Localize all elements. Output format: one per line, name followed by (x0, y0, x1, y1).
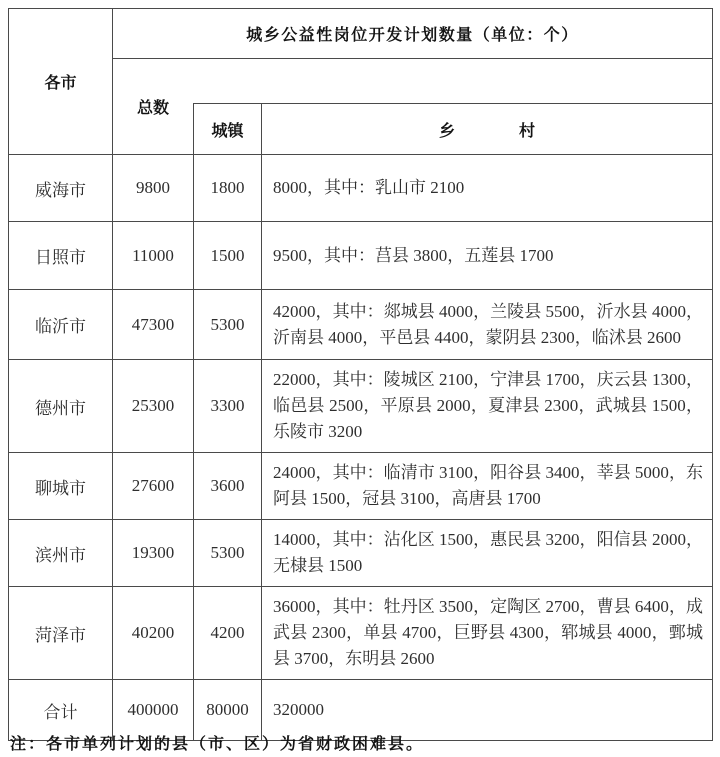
total-cell: 40200 (113, 587, 194, 680)
footnote: 注：各市单列计划的县（市、区）为省财政困难县。 (10, 736, 425, 753)
header-total: 总数 (113, 59, 194, 155)
header-city: 各市 (9, 9, 113, 155)
header-urban: 城镇 (194, 104, 262, 155)
header-rural: 乡 村 (262, 104, 713, 155)
total-cell: 25300 (113, 360, 194, 453)
table-title: 城乡公益性岗位开发计划数量（单位：个） (113, 9, 713, 59)
rural-cell: 24000，其中：临清市 3100，阳谷县 3400，莘县 5000，东阿县 1500，冠县 3100，高唐县 1700 (262, 453, 713, 520)
city-cell: 威海市 (9, 155, 113, 222)
city-cell: 临沂市 (9, 290, 113, 360)
urban-cell: 4200 (194, 587, 262, 680)
table-row (9, 290, 713, 360)
table-row (9, 222, 713, 290)
urban-cell: 5300 (194, 290, 262, 360)
urban-cell: 80000 (194, 680, 262, 741)
rural-cell: 9500，其中：莒县 3800，五莲县 1700 (262, 222, 713, 290)
rural-cell: 8000，其中：乳山市 2100 (262, 155, 713, 222)
total-cell: 11000 (113, 222, 194, 290)
table-row (9, 587, 713, 680)
header-row-title (9, 9, 713, 59)
table-row (9, 360, 713, 453)
urban-cell: 3300 (194, 360, 262, 453)
rural-cell: 320000 (262, 680, 713, 741)
rural-cell: 22000，其中：陵城区 2100，宁津县 1700，庆云县 1300，临邑县 2500，平原县 2000，夏津县 2300，武城县 1500，乐陵市 3200 (262, 360, 713, 453)
rural-cell: 42000，其中：郯城县 4000，兰陵县 5500，沂水县 4000，沂南县 4000，平邑县 4400，蒙阴县 2300，临沭县 2600 (262, 290, 713, 360)
city-cell: 聊城市 (9, 453, 113, 520)
city-cell: 合计 (9, 680, 113, 741)
table-row (9, 155, 713, 222)
city-cell: 菏泽市 (9, 587, 113, 680)
city-cell: 滨州市 (9, 520, 113, 587)
city-cell: 日照市 (9, 222, 113, 290)
total-cell: 47300 (113, 290, 194, 360)
city-cell: 德州市 (9, 360, 113, 453)
total-cell: 9800 (113, 155, 194, 222)
table-row (9, 520, 713, 587)
rural-cell: 36000，其中：牡丹区 3500，定陶区 2700，曹县 6400，成武县 2300，单县 4700，巨野县 4300，郓城县 4000，鄄城县 3700，东明县 2600 (262, 587, 713, 680)
total-cell: 19300 (113, 520, 194, 587)
table-row (9, 453, 713, 520)
header-spacer-cell (194, 59, 713, 104)
urban-cell: 1500 (194, 222, 262, 290)
jobs-plan-table (8, 8, 713, 741)
header-row-total (9, 59, 713, 104)
urban-cell: 1800 (194, 155, 262, 222)
urban-cell: 3600 (194, 453, 262, 520)
total-cell: 400000 (113, 680, 194, 741)
rural-cell: 14000，其中：沾化区 1500，惠民县 3200，阳信县 2000，无棣县 1500 (262, 520, 713, 587)
urban-cell: 5300 (194, 520, 262, 587)
total-cell: 27600 (113, 453, 194, 520)
